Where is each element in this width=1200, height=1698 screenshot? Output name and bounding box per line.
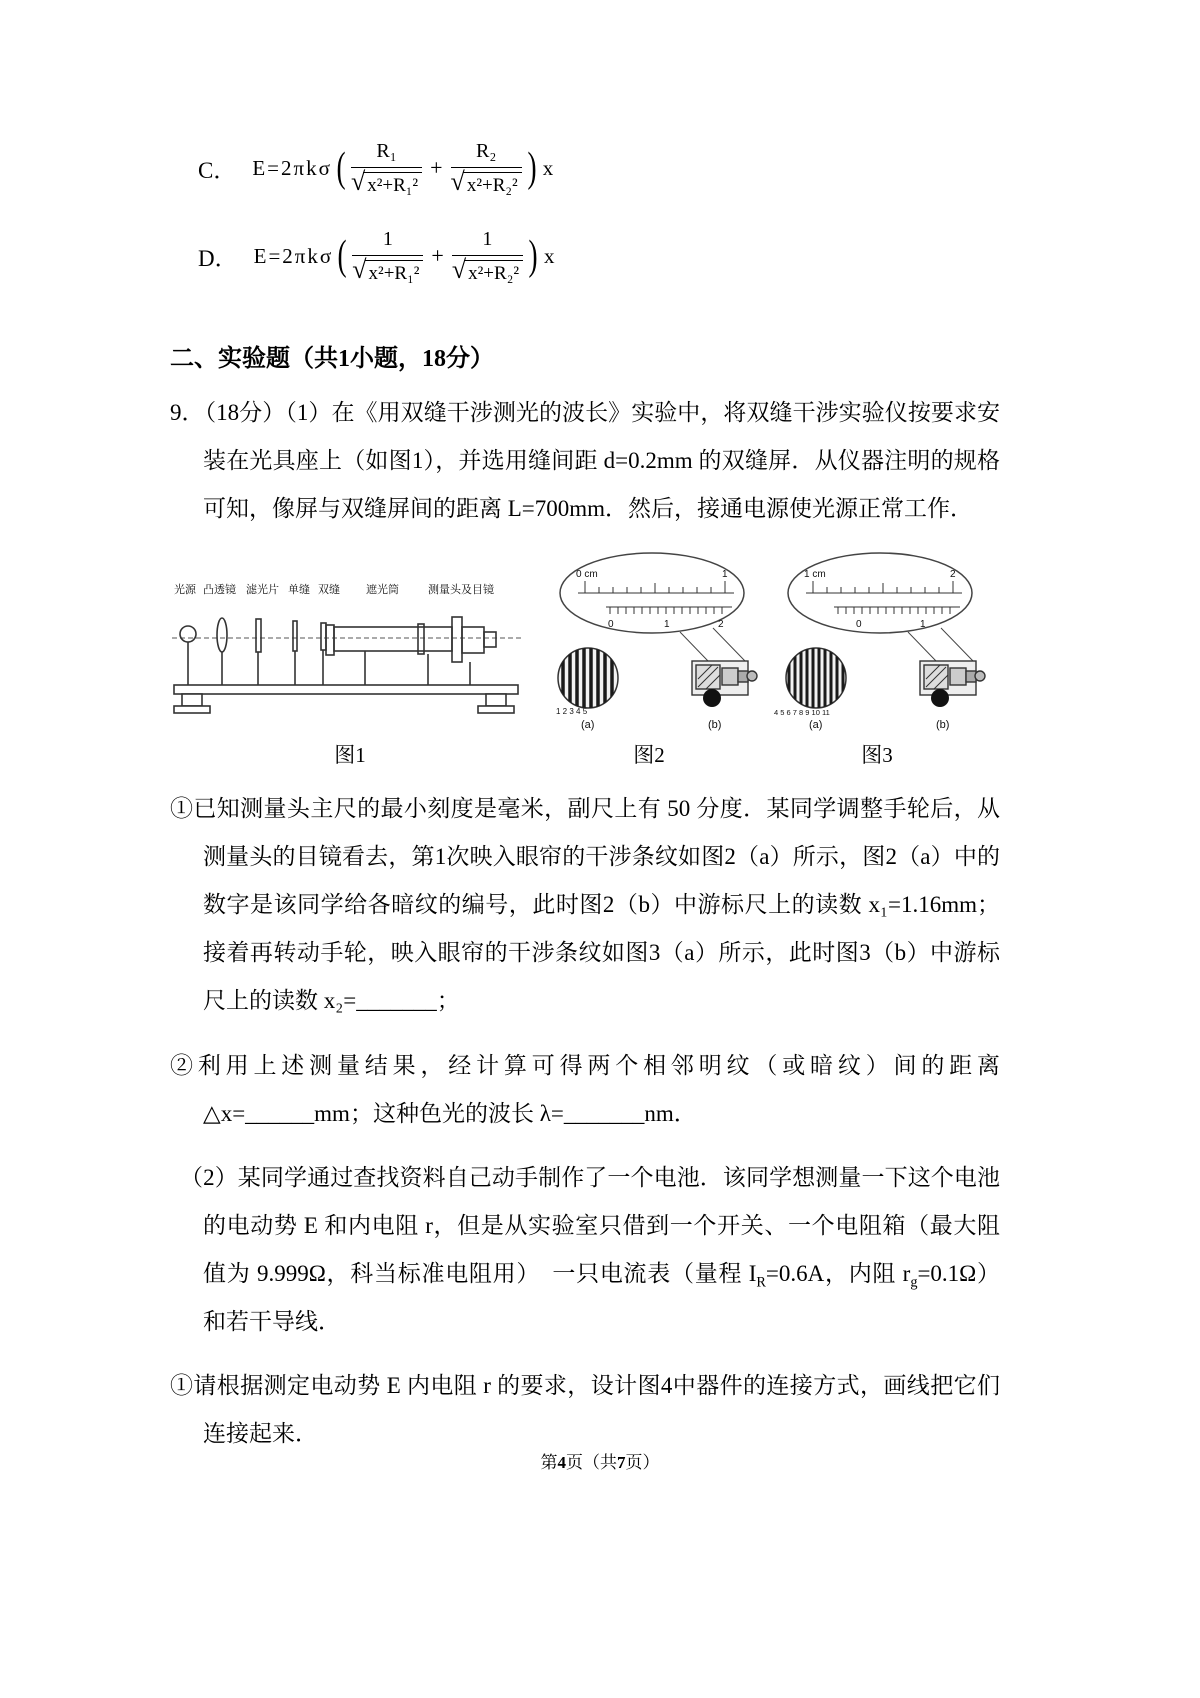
section-heading: 二、实验题（共1小题，18分） (170, 346, 494, 372)
option-c-label: C． (198, 157, 237, 183)
sub-question-1: ①已知测量头主尺的最小刻度是毫米，副尺上有 50 分度．某同学调整手轮后，从测量头的目镜看去，第1次映入眼帘的干涉条纹如图2（a）所示，图2（a）中的数字是该同学给各暗纹的编号，此时图2（b）中游标尺上的读数 x₁=1.16mm；接着再转动手轮，映入眼帘的干涉条纹如图3（a）所示，此时图3（b）中游标尺上的读数 x₂=_______； (170, 796, 1000, 1014)
fringe-numbers: 4 5 6 7 8 9 10 11 (774, 708, 830, 718)
close-paren: ) (528, 233, 538, 279)
main-scale (578, 581, 734, 593)
figure-1-caption: 图1 (334, 743, 366, 768)
sub-label-b: (b) (708, 719, 722, 732)
plus-sign: + (431, 243, 444, 268)
radicand: x²+R₂² (463, 172, 522, 197)
sub-label-a: (a) (581, 719, 595, 732)
sub-question-3: ①请根据测定电动势 E 内电阻 r 的要求，设计图4中器件的连接方式，画线把它们连接起来． (170, 1373, 1000, 1447)
fraction-1-denominator (351, 167, 422, 197)
sub-question-2: ②利用上述测量结果，经计算可得两个相邻明纹（或暗纹）间的距离△x=______mm；这种色光的波长 λ=_______nm． (170, 1052, 1000, 1126)
bench-components (180, 617, 496, 685)
formula-lead: E=2πkσ (252, 155, 332, 180)
figures-row (170, 551, 1000, 769)
figure-3-caption: 图3 (861, 743, 893, 768)
fraction-1-numerator: R₁ (376, 139, 397, 162)
vernier-label-1: 1 (664, 619, 670, 631)
radicand: x²+R₁² (365, 260, 424, 285)
optical-bench-diagram (170, 581, 530, 731)
callout-line (941, 628, 973, 661)
label-measuring-head: 测量头及目镜 (428, 584, 494, 597)
vernier-label-1: 1 (920, 619, 926, 631)
main-scale-right-label: 2 (950, 569, 956, 581)
part-2-text: （2）某同学通过查找资料自己动手制作了一个电池．该同学想测量一下这个电池的电动势 E 和内电阻 r，但是从实验室只借到一个开关、一个电阻箱（最大阻值为 9.999Ω，科当标准电阻用） 一只电流表（量程 $I_R=0.6A$，内阻 $r_g=0.1\Omega$）和若干导线． (180, 1164, 1000, 1335)
micrometer-reading-2 (768, 551, 986, 731)
open-paren: ( (336, 145, 346, 191)
figure-2 (540, 551, 758, 769)
figure-2-caption: 图2 (633, 743, 665, 768)
option-d-formula (198, 216, 1000, 296)
sqrt-icon: √ (451, 254, 467, 284)
callout-line (713, 628, 745, 661)
vernier-scale (834, 607, 960, 614)
label-filter: 滤光片 (246, 584, 279, 597)
fraction-2-denominator (451, 167, 522, 197)
component-labels (174, 582, 494, 596)
main-scale-left-label: 1 cm (804, 569, 826, 581)
sqrt-icon: √ (350, 166, 366, 196)
radicand: x²+R₁² (363, 172, 422, 197)
label-light-source: 光源 (174, 584, 196, 597)
micrometer-device (692, 661, 757, 707)
radicand: x²+R₂² (464, 260, 523, 285)
bench-rail (174, 685, 518, 713)
question-9-intro: 9．（18分）（1）在《用双缝干涉测光的波长》实验中，将双缝干涉实验仪按要求安装在光具座上（如图1），并选用缝间距 d=0.2mm 的双缝屏．从仪器注明的规格可知，像屏与双缝屏间的距离 L=700mm．然后，接通电源使光源正常工作． (170, 400, 1000, 522)
micrometer-reading-1 (540, 551, 758, 731)
label-double-slit: 双缝 (318, 584, 340, 597)
vernier-label-0: 0 (856, 619, 862, 631)
micrometer-device (920, 661, 985, 707)
figure-1 (170, 581, 530, 769)
fraction-1-numerator: 1 (382, 227, 393, 250)
vernier-label-2: 2 (718, 619, 724, 631)
fringe-numbers: 1 2 3 4 5 (556, 707, 588, 717)
formula-tail: x (544, 243, 555, 268)
main-scale-left-label: 0 cm (576, 569, 598, 581)
main-scale-right-label: 1 (722, 569, 728, 581)
vernier-label-0: 0 (608, 619, 614, 631)
label-convex-lens: 凸透镜 (203, 584, 236, 597)
fraction-2-numerator: 1 (482, 227, 493, 250)
fraction-2 (452, 228, 523, 285)
figure-3 (768, 551, 986, 769)
fraction-2-denominator (452, 255, 523, 285)
page-footer: 第4页（共7页） (540, 1453, 660, 1472)
option-d-label: D． (198, 245, 238, 271)
fraction-1-denominator (352, 255, 423, 285)
fraction-2 (451, 140, 522, 197)
answer-options (198, 128, 1000, 296)
main-scale (806, 581, 962, 593)
sub-label-b: (b) (936, 719, 950, 732)
callout-line (908, 632, 936, 661)
formula-lead: E=2πkσ (253, 243, 334, 268)
callout-line (680, 632, 708, 661)
fraction-2-numerator: R₂ (475, 139, 497, 162)
label-single-slit: 单缝 (288, 584, 310, 597)
sqrt-icon: √ (352, 254, 367, 284)
fringe-pattern-circle (558, 648, 618, 708)
close-paren: ) (527, 145, 537, 191)
sqrt-icon: √ (450, 166, 465, 196)
label-shade-tube: 遮光筒 (366, 584, 399, 597)
fraction-1 (351, 140, 422, 197)
plus-sign: + (430, 155, 443, 180)
formula-tail: x (542, 155, 554, 180)
option-c-formula (198, 128, 1000, 208)
open-paren: ( (337, 233, 347, 279)
sub-label-a: (a) (809, 719, 823, 732)
fraction-1 (352, 228, 423, 285)
vernier-scale (606, 607, 732, 614)
